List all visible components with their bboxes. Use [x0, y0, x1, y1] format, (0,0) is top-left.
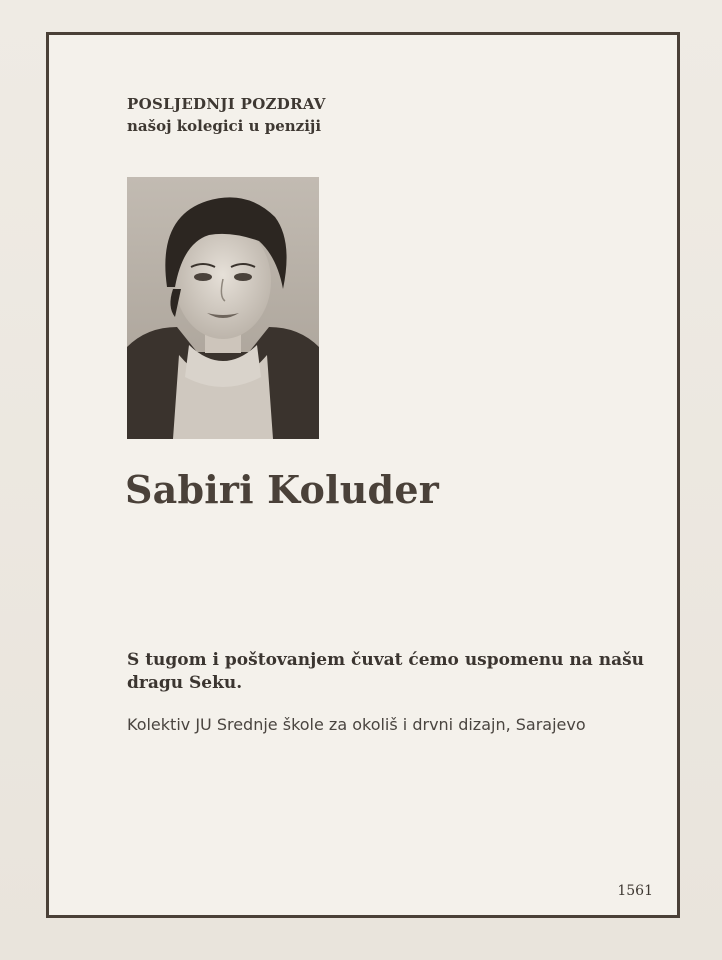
notice-number: 1561 — [617, 883, 653, 899]
portrait-image — [127, 177, 319, 439]
sender-signature: Kolektiv JU Srednje škole za okoliš i drvni dizajn, Sarajevo — [127, 715, 586, 734]
notice-subheading: našoj kolegici u penziji — [127, 117, 322, 135]
portrait-photo — [127, 177, 319, 439]
deceased-name: Sabiri Koluder — [125, 467, 439, 512]
notice-heading: POSLJEDNJI POZDRAV — [127, 95, 326, 113]
notice-frame — [46, 32, 680, 918]
condolence-message: S tugom i poštovanjem čuvat ćemo uspomenu na našu dragu Seku. — [127, 650, 645, 693]
